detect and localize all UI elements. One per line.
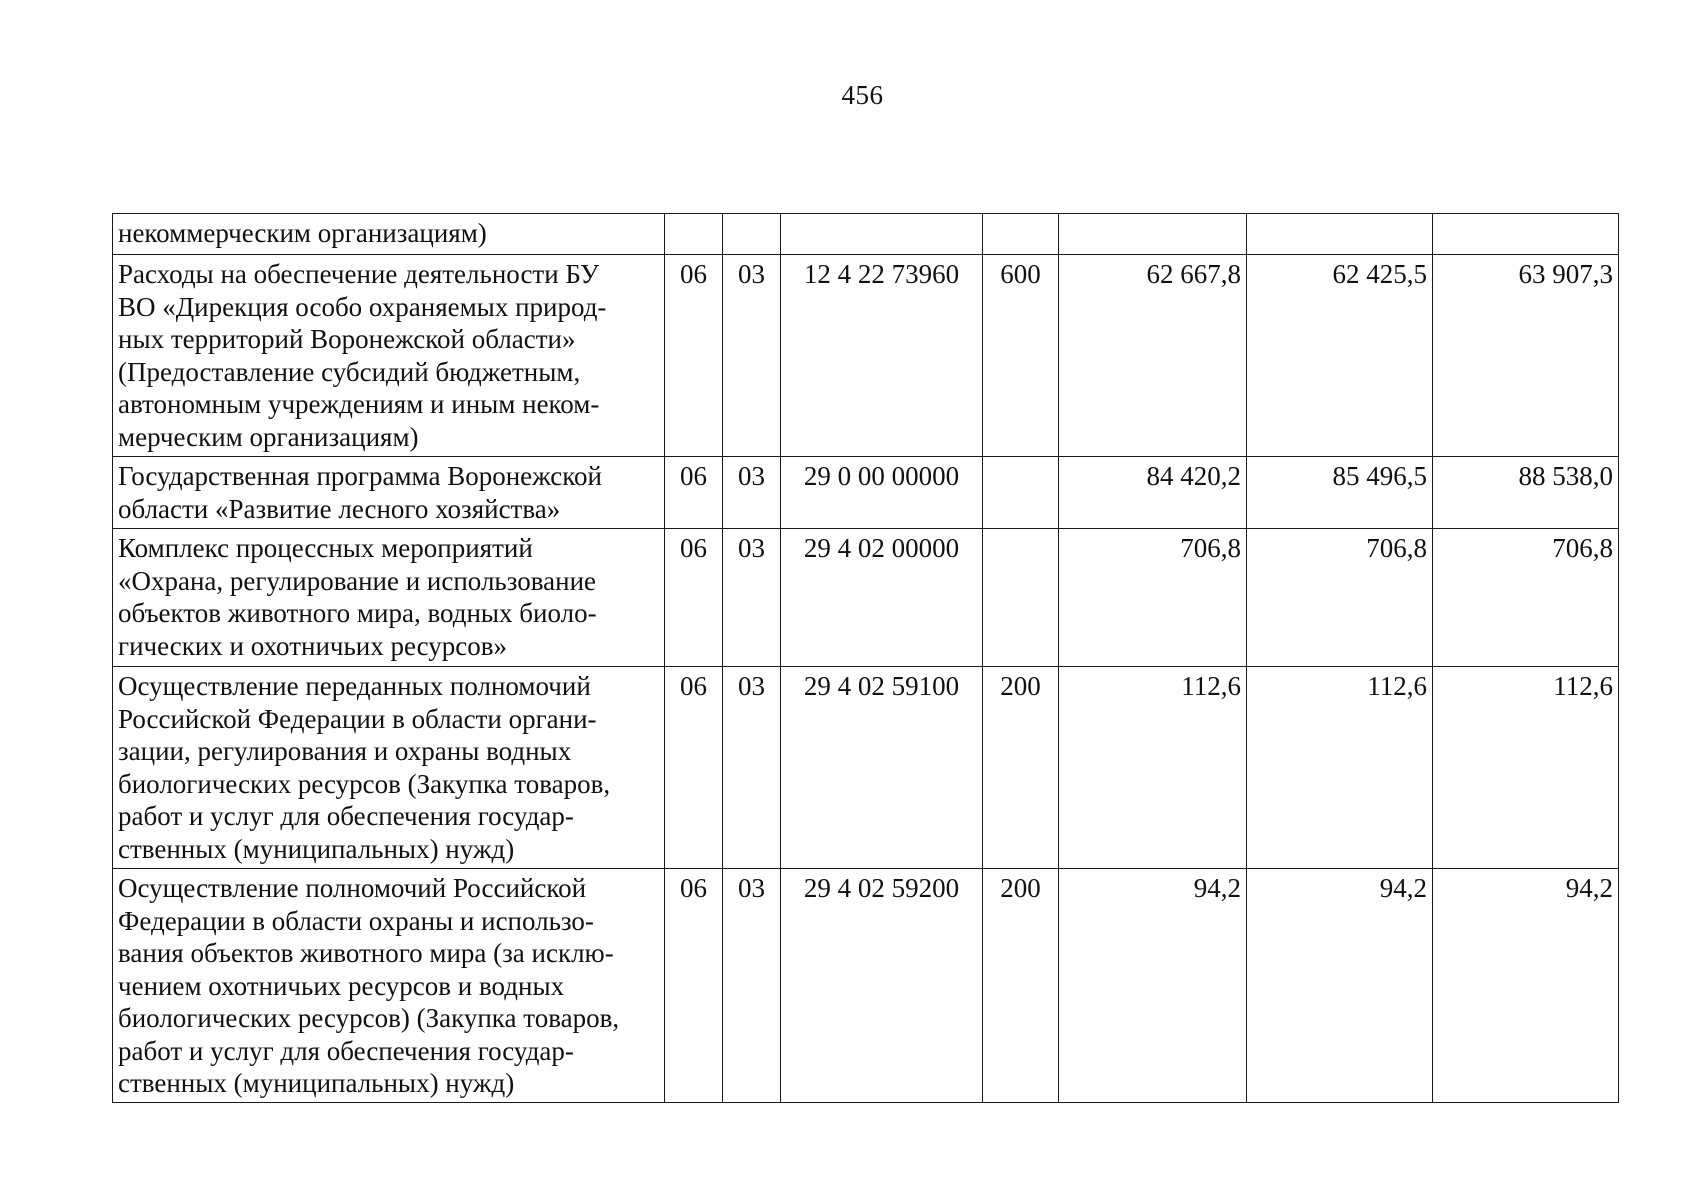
amount-year-1-cell: 62 667,8 (1059, 255, 1247, 457)
section-code-cell: 06 (665, 667, 723, 869)
description-line: биологических ресурсов) (Закупка товаров, (118, 1003, 620, 1033)
subsection-code-cell: 03 (723, 667, 781, 869)
description-line: ственных (муниципальных) нужд) (118, 833, 515, 864)
expense-type-cell (983, 457, 1059, 529)
description-cell (113, 667, 665, 869)
amount-year-3-cell: 94,2 (1433, 869, 1619, 1103)
subsection-code-cell: 03 (723, 457, 781, 529)
section-code-cell (665, 214, 723, 255)
table-row (113, 869, 1619, 1103)
amount-year-2-cell: 62 425,5 (1247, 255, 1433, 457)
description-line: области «Развитие лесного хозяйства» (118, 493, 561, 524)
budget-expenditure-table (112, 213, 1619, 1103)
amount-year-1-cell: 84 420,2 (1059, 457, 1247, 529)
page-number: 456 (841, 80, 884, 110)
table-row (113, 255, 1619, 457)
description-cell (113, 214, 665, 255)
description-cell (113, 255, 665, 457)
description-line: «Охрана, регулирование и использование (118, 565, 596, 596)
description-line: Осуществление полномочий Российской (118, 873, 587, 903)
description-line: чением охотничьих ресурсов и водных (118, 970, 565, 1001)
subsection-code-cell (723, 214, 781, 255)
description-cell (113, 869, 665, 1103)
amount-year-2-cell: 112,6 (1247, 667, 1433, 869)
description-line: Осуществление переданных полномочий (118, 671, 591, 701)
description-line: работ и услуг для обеспечения государ- (118, 801, 574, 831)
description-line: ных территорий Воронежской области» (118, 324, 576, 354)
description-line: Комплекс процессных мероприятий (118, 533, 533, 563)
table-row (113, 529, 1619, 667)
description-line: объектов животного мира, водных биоло- (118, 598, 597, 628)
section-code-cell: 06 (665, 255, 723, 457)
description-line: Федерации в области охраны и использо- (118, 905, 594, 936)
expense-type-cell: 600 (983, 255, 1059, 457)
expense-type-cell: 200 (983, 667, 1059, 869)
amount-year-2-cell: 94,2 (1247, 869, 1433, 1103)
expense-type-cell (983, 214, 1059, 255)
description-line: работ и услуг для обеспечения государ- (118, 1035, 574, 1066)
description-line: автономным учреждениям и иным неком- (118, 389, 600, 419)
table-row (113, 457, 1619, 529)
amount-year-2-cell: 85 496,5 (1247, 457, 1433, 529)
amount-year-2-cell: 706,8 (1247, 529, 1433, 667)
subsection-code-cell: 03 (723, 869, 781, 1103)
description-line: некоммерческим организациям) (118, 218, 487, 248)
section-code-cell: 06 (665, 869, 723, 1103)
description-line: мерческим организациям) (118, 421, 419, 452)
section-code-cell: 06 (665, 457, 723, 529)
subsection-code-cell: 03 (723, 255, 781, 457)
amount-year-3-cell (1433, 214, 1619, 255)
description-cell (113, 529, 665, 667)
amount-year-3-cell: 706,8 (1433, 529, 1619, 667)
target-article-cell: 29 0 00 00000 (781, 457, 983, 529)
description-line: вания объектов животного мира (за исклю- (118, 938, 614, 968)
target-article-cell: 29 4 02 00000 (781, 529, 983, 667)
amount-year-3-cell: 112,6 (1433, 667, 1619, 869)
target-article-cell (781, 214, 983, 255)
target-article-cell: 29 4 02 59100 (781, 667, 983, 869)
description-line: гических и охотничьих ресурсов» (118, 630, 508, 661)
amount-year-1-cell: 112,6 (1059, 667, 1247, 869)
table-body (113, 214, 1619, 1103)
table-row (113, 667, 1619, 869)
description-line: Российской Федерации в области органи- (118, 703, 597, 734)
description-line: Расходы на обеспечение деятельности БУ (118, 259, 600, 289)
description-line: биологических ресурсов (Закупка товаров, (118, 768, 611, 799)
amount-year-2-cell (1247, 214, 1433, 255)
description-line: Государственная программа Воронежской (118, 461, 602, 491)
description-cell (113, 457, 665, 529)
description-line: ВО «Дирекция особо охраняемых природ- (118, 291, 607, 322)
amount-year-3-cell: 88 538,0 (1433, 457, 1619, 529)
expense-type-cell: 200 (983, 869, 1059, 1103)
amount-year-1-cell: 706,8 (1059, 529, 1247, 667)
expense-type-cell (983, 529, 1059, 667)
amount-year-1-cell: 94,2 (1059, 869, 1247, 1103)
description-line: (Предоставление субсидий бюджетным, (118, 356, 581, 387)
amount-year-3-cell: 63 907,3 (1433, 255, 1619, 457)
table-row (113, 214, 1619, 255)
subsection-code-cell: 03 (723, 529, 781, 667)
target-article-cell: 12 4 22 73960 (781, 255, 983, 457)
amount-year-1-cell (1059, 214, 1247, 255)
description-line: зации, регулирования и охраны водных (118, 736, 572, 766)
target-article-cell: 29 4 02 59200 (781, 869, 983, 1103)
section-code-cell: 06 (665, 529, 723, 667)
description-line: ственных (муниципальных) нужд) (118, 1068, 515, 1098)
